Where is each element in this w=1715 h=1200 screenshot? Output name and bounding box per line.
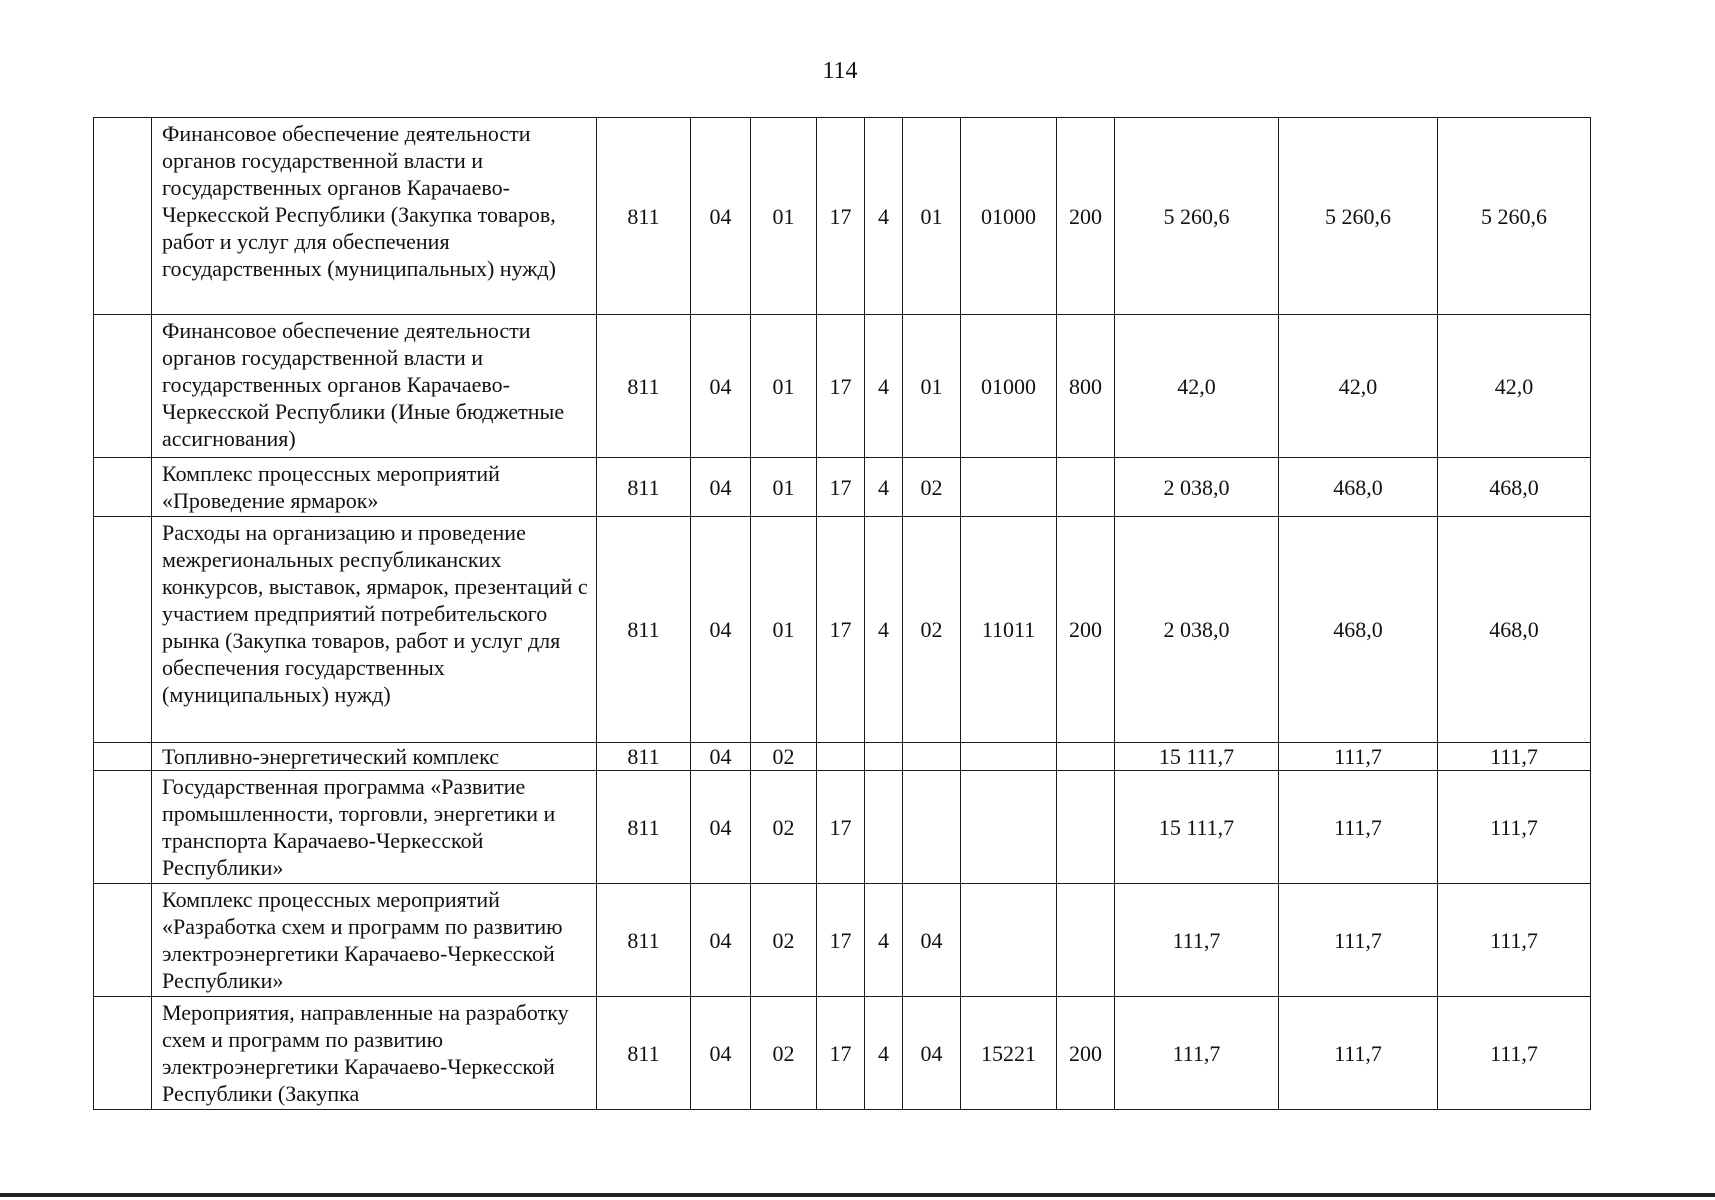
amount-year-3: 468,0 (1438, 517, 1591, 743)
code-subsection: 01 (751, 118, 817, 315)
code-direction: 01000 (961, 118, 1057, 315)
table-row (94, 884, 1591, 997)
code-ministry: 811 (597, 517, 691, 743)
code-direction (961, 884, 1057, 997)
code-section: 04 (691, 315, 751, 458)
code-subsection: 02 (751, 743, 817, 771)
code-section: 04 (691, 458, 751, 517)
code-subprogram: 4 (865, 884, 903, 997)
table-row (94, 743, 1591, 771)
row-name: Финансовое обеспечение деятельности органов государственной власти и государственных органов Карачаево-Черкесской Республики (Иные бюджетные ассигнования) (152, 315, 597, 458)
index-cell (94, 743, 152, 771)
table-row (94, 517, 1591, 743)
code-subsection: 01 (751, 517, 817, 743)
code-ministry: 811 (597, 997, 691, 1110)
budget-table (93, 117, 1591, 1110)
index-cell (94, 997, 152, 1110)
table-row (94, 458, 1591, 517)
code-measure (903, 743, 961, 771)
code-program: 17 (817, 118, 865, 315)
amount-year-1: 42,0 (1115, 315, 1279, 458)
amount-year-2: 111,7 (1279, 743, 1438, 771)
code-section: 04 (691, 517, 751, 743)
code-expense-type: 800 (1057, 315, 1115, 458)
amount-year-1: 2 038,0 (1115, 517, 1279, 743)
code-measure (903, 771, 961, 884)
amount-year-1: 15 111,7 (1115, 771, 1279, 884)
table-row (94, 997, 1591, 1110)
row-name: Мероприятия, направленные на разработку схем и программ по развитию электроэнергетики Карачаево-Черкесской Республики (Закупка (152, 997, 597, 1110)
code-ministry: 811 (597, 315, 691, 458)
row-name: Комплекс процессных мероприятий «Разработка схем и программ по развитию электроэнергетики Карачаево-Черкесской Республики» (152, 884, 597, 997)
code-program: 17 (817, 458, 865, 517)
code-section: 04 (691, 771, 751, 884)
index-cell (94, 771, 152, 884)
page-number: 114 (822, 58, 858, 84)
code-subsection: 02 (751, 771, 817, 884)
code-subsection: 01 (751, 458, 817, 517)
code-expense-type: 200 (1057, 517, 1115, 743)
code-program: 17 (817, 315, 865, 458)
code-program: 17 (817, 884, 865, 997)
amount-year-2: 5 260,6 (1279, 118, 1438, 315)
row-name: Топливно-энергетический комплекс (152, 743, 597, 771)
amount-year-3: 111,7 (1438, 743, 1591, 771)
amount-year-3: 111,7 (1438, 997, 1591, 1110)
code-subsection: 02 (751, 997, 817, 1110)
code-subprogram: 4 (865, 997, 903, 1110)
amount-year-2: 111,7 (1279, 771, 1438, 884)
amount-year-1: 2 038,0 (1115, 458, 1279, 517)
amount-year-1: 15 111,7 (1115, 743, 1279, 771)
amount-year-2: 468,0 (1279, 458, 1438, 517)
code-direction: 11011 (961, 517, 1057, 743)
code-subsection: 01 (751, 315, 817, 458)
code-subprogram (865, 743, 903, 771)
code-expense-type (1057, 743, 1115, 771)
code-measure: 02 (903, 458, 961, 517)
amount-year-2: 111,7 (1279, 997, 1438, 1110)
amount-year-1: 111,7 (1115, 884, 1279, 997)
code-section: 04 (691, 743, 751, 771)
code-subprogram: 4 (865, 517, 903, 743)
scan-bottom-edge (0, 1193, 1715, 1197)
code-subprogram: 4 (865, 315, 903, 458)
index-cell (94, 315, 152, 458)
code-measure: 01 (903, 315, 961, 458)
code-expense-type: 200 (1057, 997, 1115, 1110)
code-measure: 04 (903, 997, 961, 1110)
table-row (94, 315, 1591, 458)
code-program: 17 (817, 517, 865, 743)
code-direction (961, 743, 1057, 771)
code-direction (961, 771, 1057, 884)
code-subprogram: 4 (865, 458, 903, 517)
code-measure: 02 (903, 517, 961, 743)
amount-year-3: 111,7 (1438, 771, 1591, 884)
index-cell (94, 458, 152, 517)
code-direction (961, 458, 1057, 517)
amount-year-2: 111,7 (1279, 884, 1438, 997)
amount-year-3: 5 260,6 (1438, 118, 1591, 315)
code-ministry: 811 (597, 884, 691, 997)
table-row (94, 771, 1591, 884)
amount-year-1: 111,7 (1115, 997, 1279, 1110)
code-program: 17 (817, 771, 865, 884)
amount-year-2: 42,0 (1279, 315, 1438, 458)
index-cell (94, 517, 152, 743)
amount-year-2: 468,0 (1279, 517, 1438, 743)
row-name: Комплекс процессных мероприятий «Проведение ярмарок» (152, 458, 597, 517)
index-cell (94, 884, 152, 997)
code-section: 04 (691, 884, 751, 997)
code-expense-type (1057, 458, 1115, 517)
code-measure: 04 (903, 884, 961, 997)
amount-year-1: 5 260,6 (1115, 118, 1279, 315)
row-name: Расходы на организацию и проведение межрегиональных республиканских конкурсов, выставок, ярмарок, презентаций с участием предприятий потребительского рынка (Закупка товаров, работ и услуг для обеспечения государственных (муниципальных) нужд) (152, 517, 597, 743)
code-ministry: 811 (597, 743, 691, 771)
amount-year-3: 111,7 (1438, 884, 1591, 997)
code-ministry: 811 (597, 458, 691, 517)
code-section: 04 (691, 118, 751, 315)
code-subsection: 02 (751, 884, 817, 997)
amount-year-3: 468,0 (1438, 458, 1591, 517)
code-expense-type (1057, 884, 1115, 997)
table-row (94, 118, 1591, 315)
code-ministry: 811 (597, 118, 691, 315)
code-expense-type (1057, 771, 1115, 884)
index-cell (94, 118, 152, 315)
code-program: 17 (817, 997, 865, 1110)
code-subprogram: 4 (865, 118, 903, 315)
code-section: 04 (691, 997, 751, 1110)
code-expense-type: 200 (1057, 118, 1115, 315)
code-program (817, 743, 865, 771)
code-ministry: 811 (597, 771, 691, 884)
code-direction: 15221 (961, 997, 1057, 1110)
row-name: Государственная программа «Развитие промышленности, торговли, энергетики и транспорта Карачаево-Черкесской Республики» (152, 771, 597, 884)
row-name: Финансовое обеспечение деятельности органов государственной власти и государственных органов Карачаево-Черкесской Республики (Закупка товаров, работ и услуг для обеспечения государственных (муниципальных) нужд) (152, 118, 597, 315)
code-measure: 01 (903, 118, 961, 315)
amount-year-3: 42,0 (1438, 315, 1591, 458)
code-subprogram (865, 771, 903, 884)
code-direction: 01000 (961, 315, 1057, 458)
